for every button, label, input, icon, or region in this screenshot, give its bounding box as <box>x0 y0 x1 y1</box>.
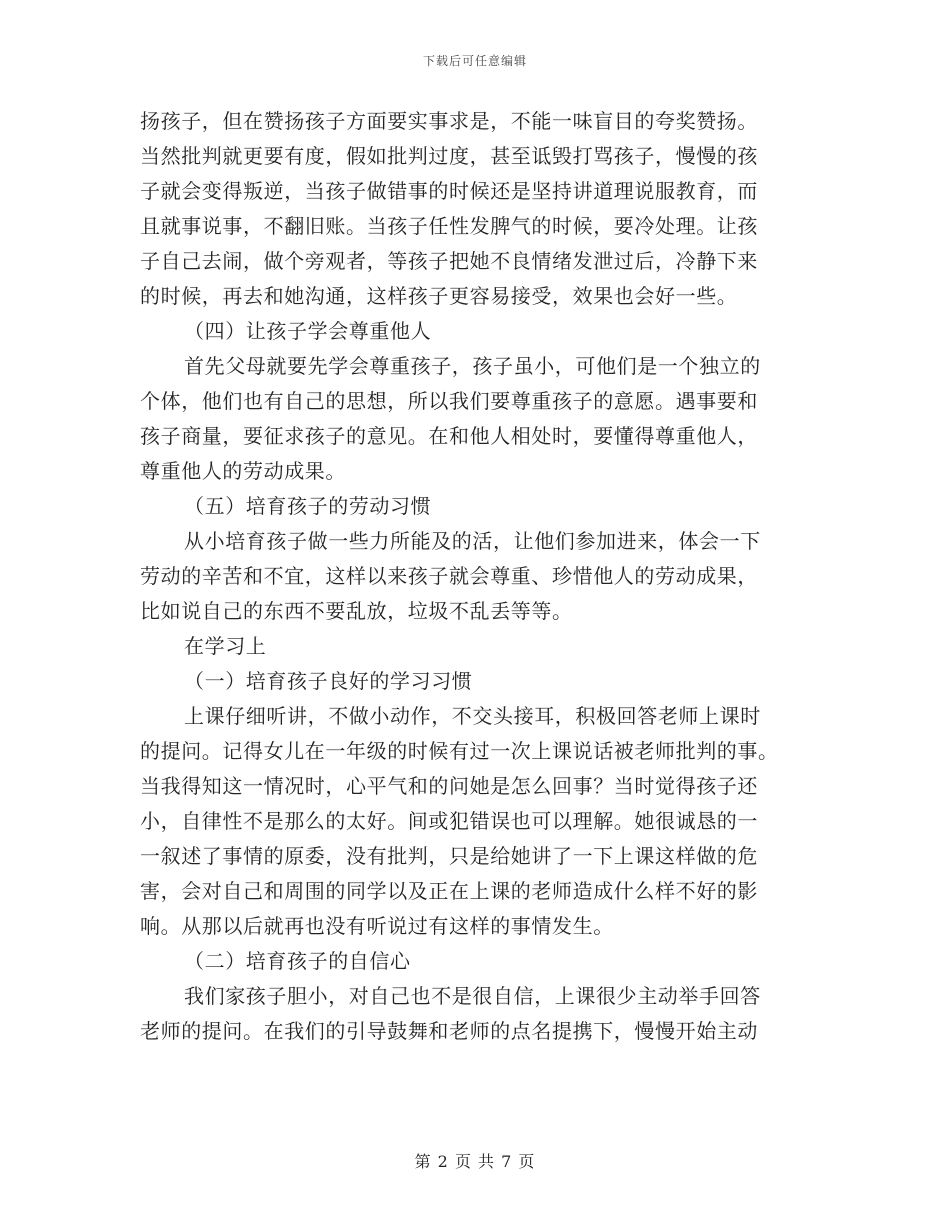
text-line: 一叙述了事情的原委，没有批判，只是给她讲了一下上课这样做的危 <box>140 844 758 868</box>
text-line: 的时候，再去和她沟通，这样孩子更容易接受，效果也会好一些。 <box>140 284 738 308</box>
text-line: 且就事说事，不翻旧账。当孩子任性发脾气的时候，要冷处理。让孩 <box>140 214 758 238</box>
section-heading: 在学习上 <box>184 634 267 658</box>
text-line: 老师的提问。在我们的引导鼓舞和老师的点名提携下，慢慢开始主动 <box>140 1019 758 1043</box>
text-line: 扬孩子，但在赞扬孩子方面要实事求是，不能一味盲目的夸奖赞扬。 <box>140 109 758 133</box>
section-heading: （五）培育孩子的劳动习惯 <box>184 494 432 518</box>
text-line: 当然批判就更要有度，假如批判过度，甚至诋毁打骂孩子，慢慢的孩 <box>140 144 758 168</box>
text-line: 从小培育孩子做一些力所能及的活，让他们参加进来，体会一下 <box>184 529 761 553</box>
text-line: 比如说自己的东西不要乱放，垃圾不乱丢等等。 <box>140 599 573 623</box>
text-line: 上课仔细听讲，不做小动作，不交头接耳，积极回答老师上课时 <box>184 704 761 728</box>
section-heading: （二）培育孩子的自信心 <box>184 949 411 973</box>
text-line: 尊重他人的劳动成果。 <box>140 459 346 483</box>
text-line: 小，自律性不是那么的太好。间或犯错误也可以理解。她很诚恳的一 <box>140 809 758 833</box>
text-line: 个体，他们也有自己的思想，所以我们要尊重孩子的意愿。遇事要和 <box>140 389 758 413</box>
text-line: 我们家孩子胆小，对自己也不是很自信，上课很少主动举手回答 <box>184 984 761 1008</box>
text-line: 当我得知这一情况时，心平气和的问她是怎么回事？当时觉得孩子还 <box>140 774 758 798</box>
text-line: 响。从那以后就再也没有听说过有这样的事情发生。 <box>140 914 614 938</box>
text-line: 孩子商量，要征求孩子的意见。在和他人相处时，要懂得尊重他人， <box>140 424 758 448</box>
text-line: 的提问。记得女儿在一年级的时候有过一次上课说话被老师批判的事。 <box>140 739 779 763</box>
text-line: 子就会变得叛逆，当孩子做错事的时候还是坚持讲道理说服教育，而 <box>140 179 758 203</box>
page-number: 第 2 页 共 7 页 <box>414 1152 536 1171</box>
page-header-note: 下载后可任意编辑 <box>422 54 527 68</box>
text-line: 子自己去闹，做个旁观者，等孩子把她不良情绪发泄过后，冷静下来 <box>140 249 758 273</box>
section-heading: （四）让孩子学会尊重他人 <box>184 319 432 343</box>
text-line: 首先父母就要先学会尊重孩子，孩子虽小，可他们是一个独立的 <box>184 354 761 378</box>
document-body <box>140 104 820 1049</box>
section-heading: （一）培育孩子良好的学习习惯 <box>184 669 473 693</box>
text-line: 劳动的辛苦和不宜，这样以来孩子就会尊重、珍惜他人的劳动成果， <box>140 564 758 588</box>
text-line: 害，会对自己和周围的同学以及正在上课的老师造成什么样不好的影 <box>140 879 758 903</box>
